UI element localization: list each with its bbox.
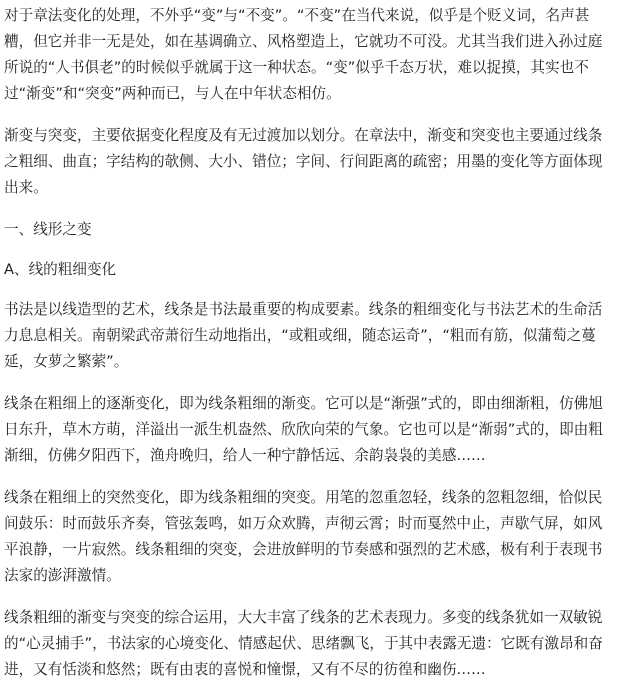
paragraph-gradual-change: 线条在粗细上的逐渐变化，即为线条粗细的渐变。它可以是“渐强”式的，即由细渐粗，仿佛旭日东升，草木方萌，洋溢出一派生机盎然、欣欣向荣的气象。它也可以是“渐弱”式的，即由粗渐细，仿佛夕阳西下，渔舟晚归，给人一种宁静恬远、余韵袅袅的美感…… [4, 395, 603, 464]
section-heading-line-shape: 一、线形之变 [4, 221, 92, 238]
paragraph-combined-use: 线条粗细的渐变与突变的综合运用，大大丰富了线条的艺术表现力。多变的线条犹如一双敏锐的“心灵捕手”，书法家的心境变化、情感起伏、思绪飘飞，于其中表露无遗：它既有激昂和奋进，又有恬淡和悠然；既有由衷的喜悦和憧憬，又有不尽的彷徨和幽伤…… [4, 609, 603, 678]
paragraph-line-art: 书法是以线造型的艺术，线条是书法最重要的构成要素。线条的粗细变化与书法艺术的生命活力息息相关。南朝梁武帝萧衍生动地指出，“或粗或细，随态运奇”，“粗而有筋，似蒲萄之蔓延，女萝之繁萦”。 [4, 301, 603, 370]
paragraph-sudden-change: 线条在粗细上的突然变化，即为线条粗细的突变。用笔的忽重忽轻，线条的忽粗忽细，恰似民间鼓乐：时而鼓乐齐奏，管弦轰鸣，如万众欢腾，声彻云霄；时而戛然中止，声歇气屏，如风平浪静，一片寂然。线条粗细的突变，会进放鲜明的节奏感和强烈的艺术感，极有利于表现书法家的澎湃激情。 [4, 489, 603, 584]
paragraph-intro: 对于章法变化的处理，不外乎“变”与“不变”。“不变”在当代来说，似乎是个贬义词，名声甚糟，但它并非一无是处，如在基调确立、风格塑造上，它就功不可没。尤其当我们进入孙过庭所说的“人书俱老”的时候似乎就属于这一种状态。“变”似乎千态万状，难以捉摸，其实也不过“渐变”和“突变”两种而已，与人在中年状态相仿。 [4, 7, 603, 102]
subsection-heading-thickness: A、线的粗细变化 [4, 261, 117, 278]
paragraph-gradual-abrupt: 渐变与突变，主要依据变化程度及有无过渡加以划分。在章法中，渐变和突变也主要通过线条之粗细、曲直；字结构的欹侧、大小、错位；字间、行间距离的疏密；用墨的变化等方面体现出来。 [4, 127, 603, 196]
article-body [4, 0, 616, 683]
